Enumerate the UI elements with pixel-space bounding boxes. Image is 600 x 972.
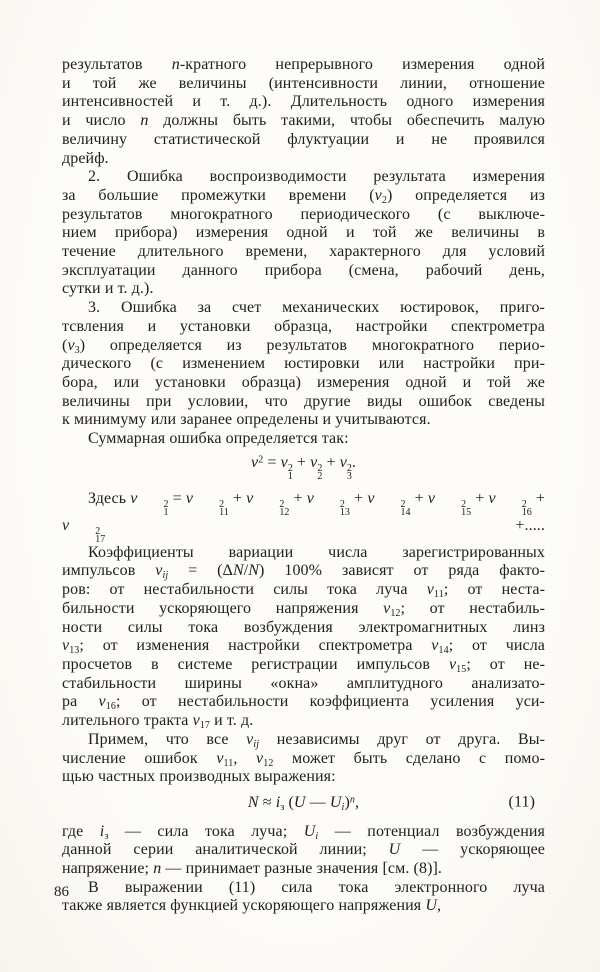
text-line: ности силы тока возбуждения электромагнитных линз	[62, 618, 545, 636]
text-line: интенсивностей и т. д.). Длительность одного измерения	[62, 93, 545, 111]
text-block	[62, 56, 545, 916]
text-line: $(v_3)$ определяется из результатов многократного перио-	[62, 336, 545, 356]
text-line: Суммарная ошибка определяется так:	[88, 430, 349, 448]
page-number: 86	[54, 884, 69, 900]
text-line: $v_{13}$; от изменения настройки спектрометра $v_{14}$; от числа	[62, 637, 546, 657]
text-line: сутки и т. д.).	[62, 280, 154, 298]
text-line: результатов многократного периодического (с выключе-	[62, 205, 545, 223]
text-line: результатов n-кратного непрерывного измерения одной	[62, 56, 545, 73]
text-line: и число n должны быть такими, чтобы обеспечить малую	[62, 112, 545, 130]
paragraph	[62, 430, 545, 449]
paragraph	[62, 490, 545, 544]
text-line: щью частных производных выражения:	[62, 768, 336, 786]
text-line: эксплуатации данного прибора (смена, рабочий день,	[62, 261, 545, 279]
text-line: также является функцией ускоряющего напряжения U,	[62, 897, 442, 915]
text-line: числение ошибок $v_{11}$, $v_{12}$ может быть сделано с помо-	[62, 749, 545, 769]
text-line: лительного тракта $v_{17}$ и т. д.	[62, 712, 254, 731]
text-line: где $i_з$ — сила тока луча; $U_i$ — потенциал возбуждения	[62, 822, 545, 842]
formula-expression: $N \approx i_з$ (U — $U_i)^n$,	[247, 793, 360, 813]
paragraph	[62, 168, 545, 299]
text-line: 2. Ошибка воспроизводимости результата измерения	[88, 168, 545, 186]
text-line: течение длительного времени, характерного для условий	[62, 243, 545, 261]
equation-number: (11)	[508, 793, 535, 811]
formula-row	[62, 794, 545, 813]
paragraph	[62, 823, 545, 879]
text-line: нием прибора) измерения одной и той же величины в	[62, 224, 545, 242]
text-line: тсвления и установки образца, настройки спектрометра	[62, 317, 545, 335]
text-line: бора, или установки образца) измерения одной и той же	[62, 373, 545, 391]
text-line: импульсов $v_{ij} = (\Delta N/N)$ 100% зависят от ряда факто-	[62, 562, 546, 582]
text-line: ров: от нестабильности силы тока луча $v_{11}$; от неста-	[62, 581, 545, 600]
paragraph	[62, 56, 545, 168]
formula-expression: $v^2 = v$ 2 1 + v 2 2 + v 2 3 .	[250, 453, 356, 482]
paragraph	[62, 299, 545, 430]
formula-row	[62, 454, 545, 481]
text-line: 3. Ошибка за счет механических юстировок, приго-	[88, 299, 545, 317]
text-line: напряжение; n — принимает разные значения [см. (8)].	[62, 860, 443, 878]
text-line: Примем, что все $v_{ij}$ независимы друг от друга. Вы-	[88, 730, 545, 750]
text-line: В выражении (11) сила тока электронного луча	[88, 878, 545, 896]
text-line: ра $v_{16}$; от нестабильности коэффициента усиления уси-	[62, 693, 545, 713]
text-line: стабильности ширины «окна» амплитудного анализато-	[62, 674, 545, 692]
text-line: дического (с изменением юстировки или настройки при-	[62, 355, 545, 373]
text-line: дрейф.	[62, 149, 109, 167]
text-line: величины при условии, что другие виды ошибок сведены	[62, 392, 545, 410]
text-line: просчетов в системе регистрации импульсов $v_{15}$; от не-	[62, 655, 545, 675]
text-line: бильности ускоряющего напряжения $v_{12}$; от нестабиль-	[62, 599, 545, 619]
text-line: данной серии аналитической линии; U — ускоряющее	[62, 841, 546, 859]
paragraph	[62, 731, 545, 787]
text-line: величину статистической флуктуации и не проявился	[62, 130, 545, 148]
paragraph	[62, 544, 545, 731]
text-line: Коэффициенты вариации числа зарегистрированных	[88, 543, 545, 561]
text-line: и той же величины (интенсивности линии, отношение	[62, 74, 545, 92]
paragraph	[62, 879, 545, 916]
text-line: Здесь v 2 1 = v 2 11 + v 2 12 + v 2 13 + v 2 14 + v 2 15 + v 2 16 + v 2 17 +.....	[62, 489, 545, 545]
text-line: за большие промежутки времени $(v_2)$ определяется из	[62, 186, 546, 206]
text-line: к минимуму или заранее определены и учитываются.	[62, 411, 431, 429]
